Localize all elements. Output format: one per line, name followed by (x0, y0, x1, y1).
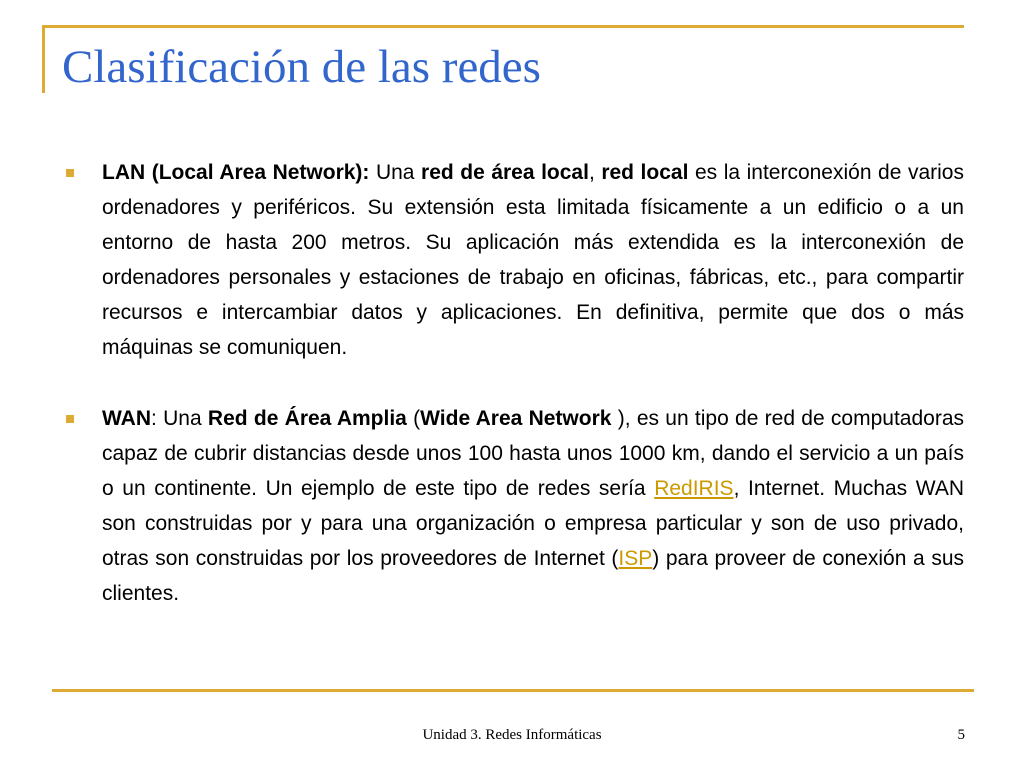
wan-text-5: ) para proveer de conexión a sus clientes. (102, 547, 964, 605)
wan-bold-2: Wide Area Network (420, 407, 612, 430)
footer-rule (52, 689, 974, 692)
bullet-lan (62, 155, 964, 365)
rediris-link[interactable]: RedIRIS (654, 477, 734, 500)
lan-bold-1: red de área local (421, 161, 589, 184)
page-number: 5 (957, 727, 965, 743)
left-border-line (42, 25, 45, 93)
lan-text-2: , (588, 161, 602, 184)
wan-text-3: ), es un tipo de red de computadoras capaz de cubrir distancias desde unos 100 hasta unos 1000 km, dando el servicio a un país o un continente. Un ejemplo de este tipo de redes sería (102, 407, 965, 500)
top-border-line (42, 25, 964, 28)
bullet-list (62, 155, 964, 611)
footer-text: Unidad 3. Redes Informáticas (422, 727, 602, 743)
wan-text-2: ( (406, 407, 421, 430)
lan-paragraph (102, 155, 964, 365)
lan-text-3: es la interconexión de varios ordenadores y periféricos. Su extensión esta limitada físicamente a un edificio o a un entorno de hasta 200 metros. Su aplicación más extendida es la interconexión de ordenadores personales y estaciones de trabajo en oficinas, fábricas, etc., para compartir recursos e intercambiar datos y aplicaciones. En definitiva, permite que dos o más máquinas se comuniquen. (102, 161, 964, 359)
wan-text-4: , Internet. Muchas WAN son construidas por y para una organización o empresa particular y son de uso privado, otras son construidas por los proveedores de Internet ( (102, 477, 964, 570)
wan-text-1: : Una (151, 407, 208, 430)
lan-bold-2: red local (601, 161, 689, 184)
wan-bold-1: Red de Área Amplia (207, 407, 407, 430)
bullet-square-icon (66, 169, 74, 177)
bullet-square-icon (66, 415, 74, 423)
wan-term: WAN (102, 407, 151, 430)
lan-term: LAN (Local Area Network): (102, 161, 370, 184)
lan-text-1: Una (369, 161, 422, 184)
slide-title: Clasificación de las redes (62, 41, 541, 93)
isp-link[interactable]: ISP (618, 547, 653, 570)
bullet-wan (62, 401, 964, 611)
wan-paragraph (102, 401, 964, 611)
